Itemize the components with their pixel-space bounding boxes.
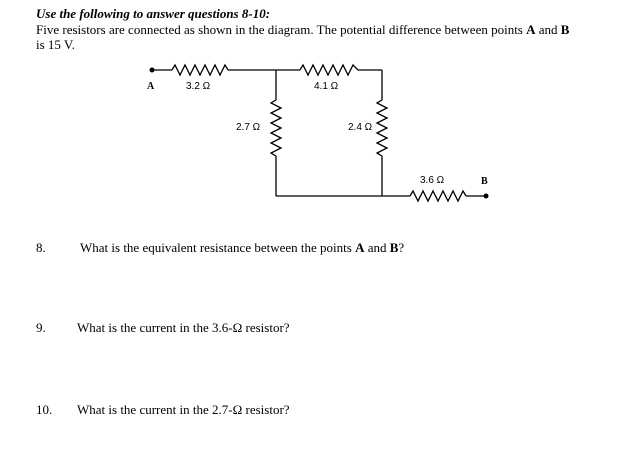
intro-point-a: A xyxy=(526,22,536,37)
point-b-label: B xyxy=(481,176,488,187)
question-10-number: 10. xyxy=(36,402,53,417)
q8-text-before: What is the equivalent resistance between the points xyxy=(80,240,356,255)
resistor-2-7-ohm xyxy=(271,100,281,156)
question-10-text: What is the current in the 2.7-Ω resistor? xyxy=(77,402,290,417)
question-8-number: 8. xyxy=(36,240,46,255)
intro-text: Five resistors are connected as shown in the diagram. The potential difference between points xyxy=(36,22,527,37)
intro-and: and xyxy=(535,22,561,37)
question-9-number: 9. xyxy=(36,320,46,335)
resistor-3-2-ohm xyxy=(172,65,228,75)
q8-point-b: B xyxy=(389,240,399,255)
q8-and: and xyxy=(364,240,390,255)
r5-label: 3.6 Ω xyxy=(420,175,445,186)
q8-after: ? xyxy=(398,240,405,255)
resistor-2-4-ohm xyxy=(377,100,387,156)
r4-label: 2.4 Ω xyxy=(348,122,373,133)
q8-point-a: A xyxy=(355,240,365,255)
question-9-text: What is the current in the 3.6-Ω resistor? xyxy=(77,320,290,335)
intro-line2: is 15 V. xyxy=(36,37,75,52)
r1-label: 3.2 Ω xyxy=(186,81,211,92)
terminal-b-dot xyxy=(484,194,489,199)
point-a-label: A xyxy=(147,81,155,92)
r2-label: 4.1 Ω xyxy=(314,81,339,92)
resistor-4-1-ohm xyxy=(300,65,358,75)
intro-point-b: B xyxy=(560,22,570,37)
question-8-text xyxy=(80,240,404,256)
resistor-3-6-ohm xyxy=(410,191,466,201)
instructions-heading: Use the following to answer questions 8-10: xyxy=(36,6,271,21)
terminal-a-dot xyxy=(150,68,155,73)
r3-label: 2.7 Ω xyxy=(236,122,261,133)
